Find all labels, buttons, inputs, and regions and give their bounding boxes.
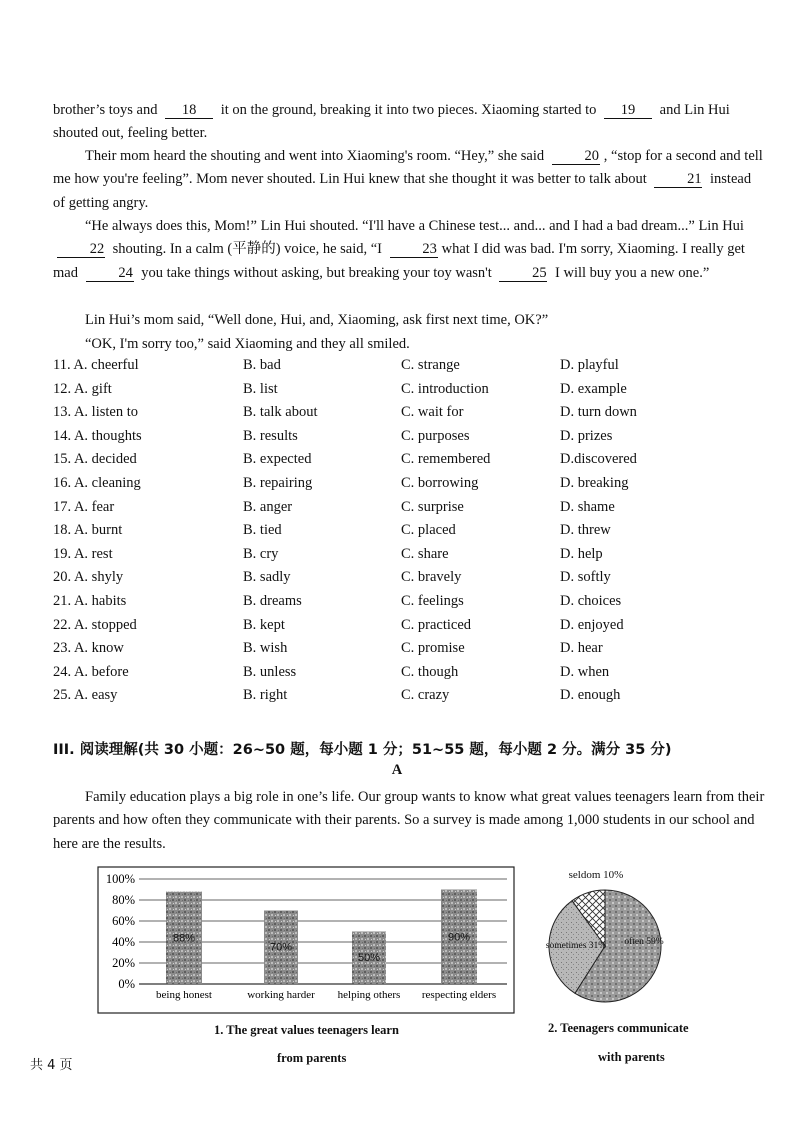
option-a: 18. A. burnt [53, 522, 123, 539]
option-b: B. kept [243, 616, 285, 633]
option-a: 25. A. easy [53, 687, 118, 704]
section-title: III. 阅读理解(共 30 小题：26~50 题，每小题 1 分；51~55 题，每小题 2 分。满分 35 分) [53, 742, 672, 758]
bar-value-label: 88% [172, 932, 196, 945]
option-c: C. wait for [401, 404, 464, 421]
option-c: C. remembered [401, 451, 491, 468]
option-a: 23. A. know [53, 640, 124, 657]
option-row [53, 451, 765, 474]
option-row [53, 593, 765, 616]
option-b: B. right [243, 687, 288, 704]
category-label: respecting elders [421, 989, 497, 1001]
text: “He always does this, Mom!” Lin Hui shouted. “I'll have a Chinese test... and... and I had a bad dream...” Lin Hui [85, 218, 744, 234]
category-label: working harder [247, 989, 315, 1001]
option-b: B. list [243, 380, 278, 397]
option-a: 20. A. shyly [53, 569, 124, 586]
option-b: B. tied [243, 522, 282, 539]
option-b: B. anger [243, 498, 293, 515]
option-c: C. introduction [401, 380, 489, 397]
text: what I did was bad. I'm sorry, Xiaoming. I really get mad [53, 241, 745, 281]
y-tick-label: 60% [112, 914, 135, 928]
option-d: D. enjoyed [560, 616, 624, 633]
option-d: D. threw [560, 522, 611, 539]
option-row [53, 428, 765, 451]
reading-intro: Family education plays a big role in one’s life. Our group wants to know what great values teenagers learn from their parents and how often they communicate with their parents. So a survey is made among 1,000 students in our school and here are the results. [53, 789, 765, 852]
option-c: C. feelings [401, 593, 464, 609]
option-row [53, 687, 765, 710]
option-c: C. though [401, 663, 459, 680]
option-a: 19. A. rest [53, 545, 113, 562]
option-row [53, 569, 765, 592]
option-a: 12. A. gift [53, 380, 112, 397]
option-row [53, 640, 765, 663]
blank-19: 19 [604, 102, 652, 119]
option-d: D. breaking [560, 475, 629, 491]
passage-paragraph-4: Lin Hui’s mom said, “Well done, Hui, and, Xiaoming, ask first next time, OK?” [85, 312, 549, 328]
option-a: 24. A. before [53, 663, 129, 680]
option-row [53, 357, 765, 380]
chart2-caption-line1: 2. Teenagers communicate [548, 1021, 689, 1035]
text: you take things without asking, but breaking your toy wasn't [141, 264, 492, 281]
text: instead of getting angry. [53, 171, 752, 211]
option-c: C. borrowing [401, 475, 479, 491]
option-d: D. softly [560, 569, 611, 586]
option-c: C. practiced [401, 616, 472, 633]
option-a: 13. A. listen to [53, 404, 138, 421]
option-c: C. promise [401, 640, 465, 657]
text: brother’s toys and [53, 102, 158, 118]
option-b: B. results [243, 427, 298, 444]
option-c: C. bravely [401, 569, 462, 586]
option-b: B. talk about [243, 404, 318, 421]
pie-label: sometimes 31% [545, 941, 607, 951]
option-a: 15. A. decided [53, 451, 137, 468]
option-d: D. choices [560, 593, 622, 609]
option-b: B. repairing [243, 475, 313, 491]
pie-label: often 59% [624, 937, 664, 947]
option-row [53, 404, 765, 427]
blank-18: 18 [165, 102, 213, 119]
blank-21: 21 [654, 171, 702, 188]
y-tick-label: 100% [105, 872, 135, 886]
passage-paragraph-3 [53, 215, 765, 285]
y-tick-label: 40% [112, 935, 135, 949]
bar-value-label: 50% [357, 951, 381, 964]
option-b: B. wish [243, 640, 288, 657]
page-footer: 共 4 页 [30, 1058, 73, 1073]
option-d: D. playful [560, 357, 619, 373]
option-d: D. shame [560, 498, 615, 515]
text: , “stop for a second and tell me how you're feeling”. Mom never shouted. Lin Hui knew that she thought it was better to talk about [53, 148, 763, 188]
option-d: D. help [560, 545, 603, 562]
option-d: D. turn down [560, 404, 637, 421]
option-row [53, 475, 765, 498]
option-b: B. unless [243, 663, 297, 680]
option-row [53, 499, 765, 522]
passage-paragraph-1 [53, 99, 765, 146]
option-a: 11. A. cheerful [53, 357, 139, 373]
chart1-caption-line1: 1. The great values teenagers learn [214, 1023, 399, 1037]
category-label: helping others [337, 989, 401, 1001]
option-a: 22. A. stopped [53, 616, 137, 633]
option-d: D. when [560, 663, 610, 680]
blank-24: 24 [86, 265, 134, 282]
option-row [53, 381, 765, 404]
option-a: 17. A. fear [53, 498, 115, 515]
option-row [53, 546, 765, 569]
option-d: D. example [560, 380, 627, 397]
section-letter: A [391, 762, 403, 778]
option-b: B. dreams [243, 593, 302, 609]
y-tick-label: 80% [112, 893, 135, 907]
option-c: C. surprise [401, 498, 464, 515]
option-c: C. crazy [401, 687, 450, 704]
pie-chart [540, 866, 700, 1008]
option-a: 16. A. cleaning [53, 475, 141, 491]
blank-20: 20 [552, 148, 600, 165]
option-b: B. expected [243, 451, 312, 468]
text: it on the ground, breaking it into two pieces. Xiaoming started to [220, 102, 597, 118]
bar-value-label: 70% [269, 941, 293, 954]
chart1-caption-line2: from parents [277, 1051, 347, 1065]
option-b: B. cry [243, 545, 279, 562]
bar-chart [97, 866, 515, 1014]
option-c: C. placed [401, 522, 456, 539]
option-d: D. enough [560, 687, 621, 704]
option-a: 21. A. habits [53, 593, 127, 609]
text: and Lin Hui shouted out, feeling better. [53, 102, 730, 142]
option-row [53, 522, 765, 545]
option-d: D. prizes [560, 427, 613, 444]
passage-paragraph-5: “OK, I'm sorry too,” said Xiaoming and they all smiled. [85, 336, 410, 352]
option-row [53, 664, 765, 687]
passage-paragraph-2 [53, 145, 765, 215]
option-c: C. share [401, 545, 449, 562]
chart2-caption-line2: with parents [598, 1050, 665, 1064]
text: shouting. In a calm (平静的) voice, he said, “I [112, 241, 383, 258]
option-b: B. bad [243, 357, 281, 373]
bar-value-label: 90% [447, 931, 471, 944]
category-label: being honest [156, 989, 212, 1001]
option-a: 14. A. thoughts [53, 427, 142, 444]
y-tick-label: 0% [118, 977, 135, 991]
text: I will buy you a new one.” [555, 264, 710, 281]
blank-25: 25 [499, 265, 547, 282]
option-row [53, 617, 765, 640]
blank-23: 23 [390, 241, 438, 258]
blank-22: 22 [57, 241, 105, 258]
y-tick-label: 20% [112, 956, 135, 970]
option-b: B. sadly [243, 569, 291, 586]
text: Their mom heard the shouting and went into Xiaoming's room. “Hey,” she said [85, 148, 545, 164]
option-d: D. hear [560, 640, 603, 657]
option-c: C. purposes [401, 427, 470, 444]
option-d: D.discovered [560, 451, 637, 468]
pie-label: seldom 10% [568, 869, 624, 881]
option-c: C. strange [401, 357, 460, 373]
